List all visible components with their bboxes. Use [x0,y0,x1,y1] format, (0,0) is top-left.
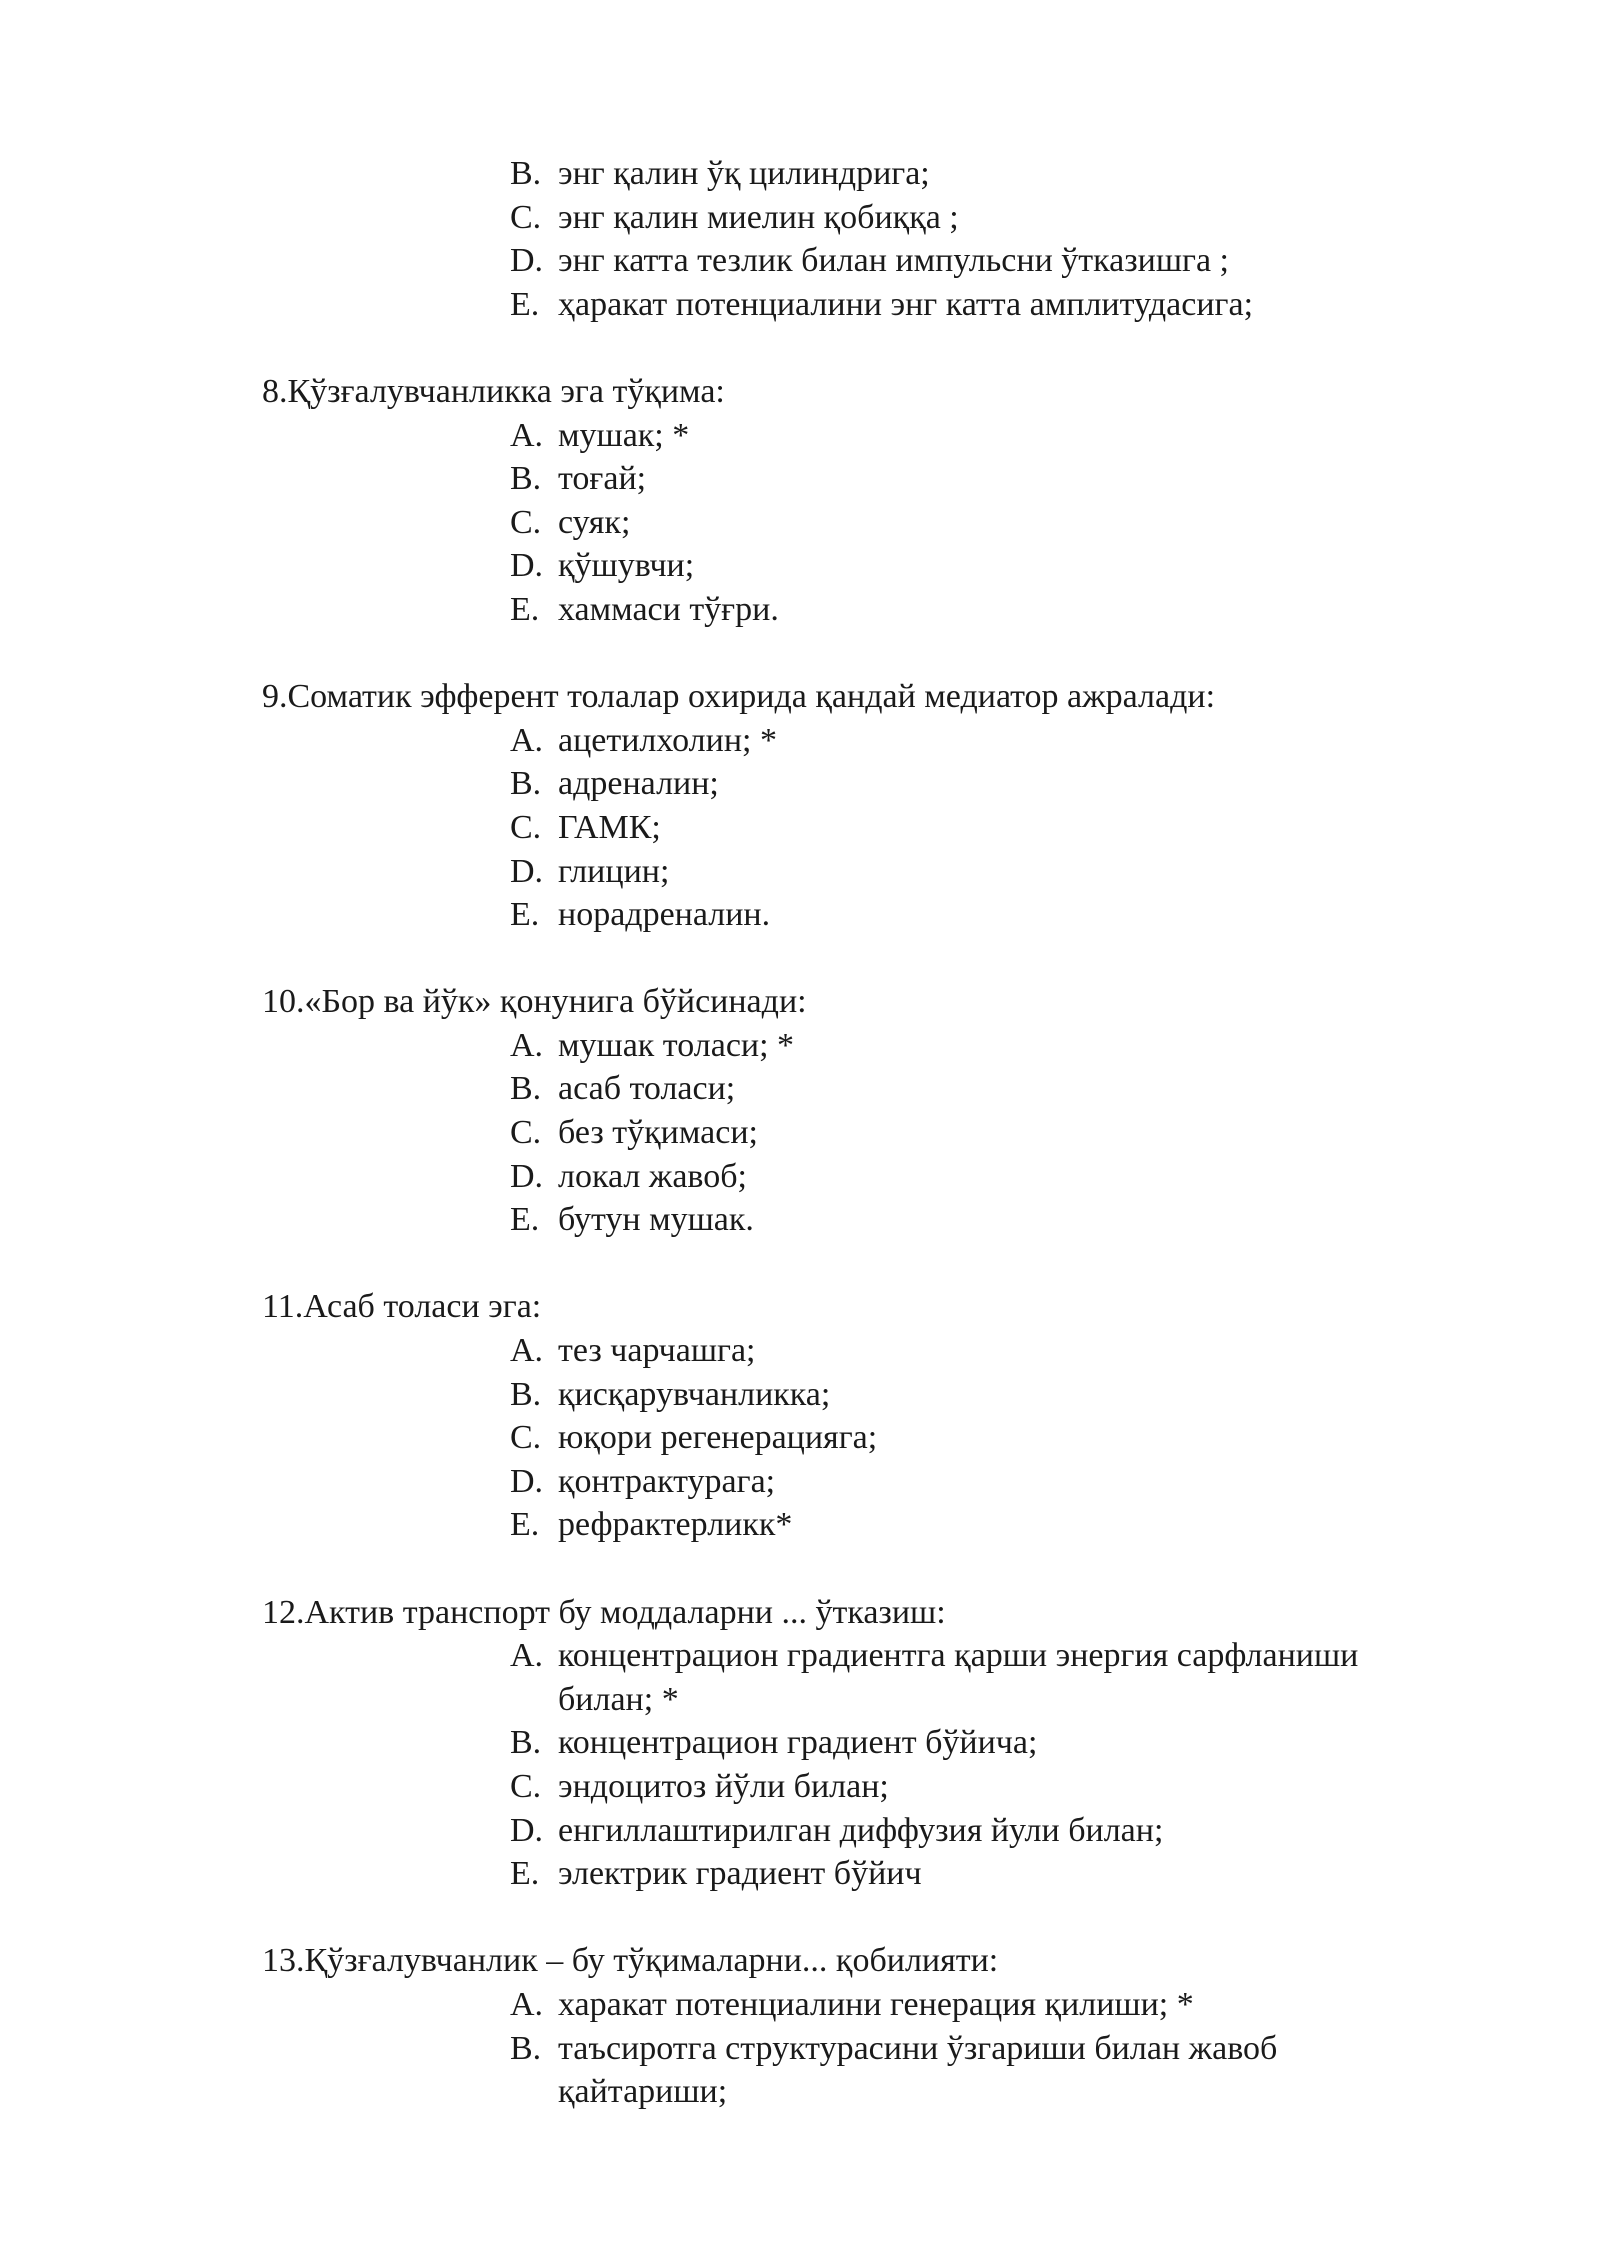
question-spacer [0,1547,1600,1591]
question-text: Соматик эфферент толалар охирида қандай медиатор ажралади: [287,678,1216,716]
question-text: Асаб толаси эга: [303,1288,542,1326]
option-text: норадреналин. [558,896,771,934]
question-stem [0,1591,1600,1635]
option-letter: A. [510,721,544,759]
question-number: 11. [262,1288,304,1326]
option-text: асаб толаси; [558,1070,736,1108]
option-letter: C. [510,503,542,541]
question-number: 9. [262,678,288,716]
option-letter: B. [510,460,542,498]
option-letter: E. [510,590,540,628]
option-text: без тўқимаси; [558,1114,758,1152]
option-letter: E. [510,285,540,323]
question-spacer [0,326,1600,370]
option-text: юқори регенерацияга; [558,1419,878,1457]
answer-option [0,1067,1600,1111]
option-letter: E. [510,1201,540,1239]
option-letter: B. [510,155,542,192]
answer-option [0,1678,1600,1722]
answer-option [0,501,1600,545]
option-letter: C. [510,1419,542,1457]
option-text: концентрацион градиентга қарши энергия сарфланиши [558,1637,1359,1675]
answer-option [0,806,1600,850]
option-letter: A. [510,1985,544,2023]
option-letter: D. [510,1811,544,1849]
answer-option [0,2070,1600,2114]
answer-option [0,414,1600,458]
question-number: 8. [262,372,288,410]
option-letter: D. [510,1157,544,1195]
answer-option [0,457,1600,501]
question-list [0,152,1600,2114]
option-text: харакат потенциалини генерация қилиши; * [558,1985,1194,2023]
question-spacer [0,1896,1600,1940]
answer-option [0,1503,1600,1547]
question-stem [0,980,1600,1024]
option-letter: B. [510,2029,542,2067]
answer-option [0,1634,1600,1678]
answer-option [0,152,1600,196]
answer-option [0,719,1600,763]
question-stem [0,370,1600,414]
option-letter: C. [510,808,542,846]
answer-option [0,850,1600,894]
question-stem [0,675,1600,719]
question-stem [0,1939,1600,1983]
answer-option [0,893,1600,937]
option-letter: B. [510,1375,542,1413]
option-text: адреналин; [558,765,719,803]
option-text: тоғай; [558,460,647,498]
answer-option [0,1765,1600,1809]
answer-option [0,1024,1600,1068]
answer-option [0,1983,1600,2027]
option-letter: D. [510,1462,544,1500]
answer-option [0,239,1600,283]
option-text: таъсиротга структурасини ўзгариши билан жавоб [558,2029,1278,2067]
answer-option [0,1198,1600,1242]
option-text: эндоцитоз йўли билан; [558,1767,889,1805]
option-letter: A. [510,1637,544,1675]
option-letter: A. [510,1332,544,1370]
option-text: енгиллаштирилган диффузия йули билан; [558,1811,1164,1849]
option-letter: D. [510,547,544,585]
question-text: Қўзғалувчанлик – бу тўқималарни... қобилияти: [304,1942,999,1980]
answer-option [0,196,1600,240]
option-letter: E. [510,896,540,934]
answer-option [0,2027,1600,2071]
option-text: ацетилхолин; * [558,721,777,759]
question-number: 13. [262,1942,305,1980]
answer-option [0,1416,1600,1460]
option-text: энг катта тезлик билан импульсни ўтказишга ; [558,242,1230,280]
answer-option [0,1460,1600,1504]
answer-option [0,1373,1600,1417]
question-number: 10. [262,983,305,1021]
option-text: локал жавоб; [558,1157,747,1195]
option-text: ҳаракат потенциалини энг катта амплитудасига; [558,285,1254,323]
option-text: билан; * [558,1680,679,1718]
answer-option [0,1111,1600,1155]
question-text: Актив транспорт бу моддаларни ... ўтказиш: [304,1593,946,1631]
option-text: концентрацион градиент бўйича; [558,1724,1038,1762]
answer-option [0,1809,1600,1853]
option-text: мушак толаси; * [558,1026,795,1064]
answer-option [0,283,1600,327]
option-text: хаммаси тўғри. [558,590,779,628]
option-text: суяк; [558,503,631,541]
option-letter: D. [510,242,544,280]
option-letter: C. [510,198,542,236]
option-text: қайтариши; [558,2073,728,2111]
option-letter: B. [510,1724,542,1762]
option-text: бутун мушак. [558,1201,754,1239]
option-text: энг қалин миелин қобиққа ; [558,198,959,236]
option-text: глицин; [558,852,670,890]
option-letter: A. [510,1026,544,1064]
option-letter: B. [510,765,542,803]
answer-option [0,762,1600,806]
question-number: 12. [262,1593,305,1631]
option-text: тез чарчашга; [558,1332,756,1370]
question-spacer [0,632,1600,676]
question-spacer [0,937,1600,981]
option-text: мушак; * [558,416,690,454]
option-text: ГАМК; [558,808,661,846]
option-text: қонтрактурага; [558,1462,776,1500]
option-letter: B. [510,1070,542,1108]
option-letter: E. [510,1855,540,1893]
option-letter: C. [510,1114,542,1152]
question-text: «Бор ва йўк» қонунига бўйсинади: [304,983,807,1021]
option-letter: D. [510,852,544,890]
question-text: Қўзғалувчанликка эга тўқима: [287,372,725,410]
option-text: қисқарувчанликка; [558,1375,831,1413]
option-letter: C. [510,1767,542,1805]
option-letter: E. [510,1506,540,1544]
answer-option [0,1852,1600,1896]
option-text: рефрактерликк* [558,1506,793,1544]
answer-option [0,544,1600,588]
option-letter: A. [510,416,544,454]
question-spacer [0,1242,1600,1286]
question-stem [0,1285,1600,1329]
answer-option [0,1721,1600,1765]
answer-option [0,1155,1600,1199]
answer-option [0,588,1600,632]
answer-option [0,1329,1600,1373]
option-text: энг қалин ўқ цилиндрига; [558,155,930,192]
option-text: қўшувчи; [558,547,695,585]
option-text: электрик градиент бўйич [558,1855,922,1893]
